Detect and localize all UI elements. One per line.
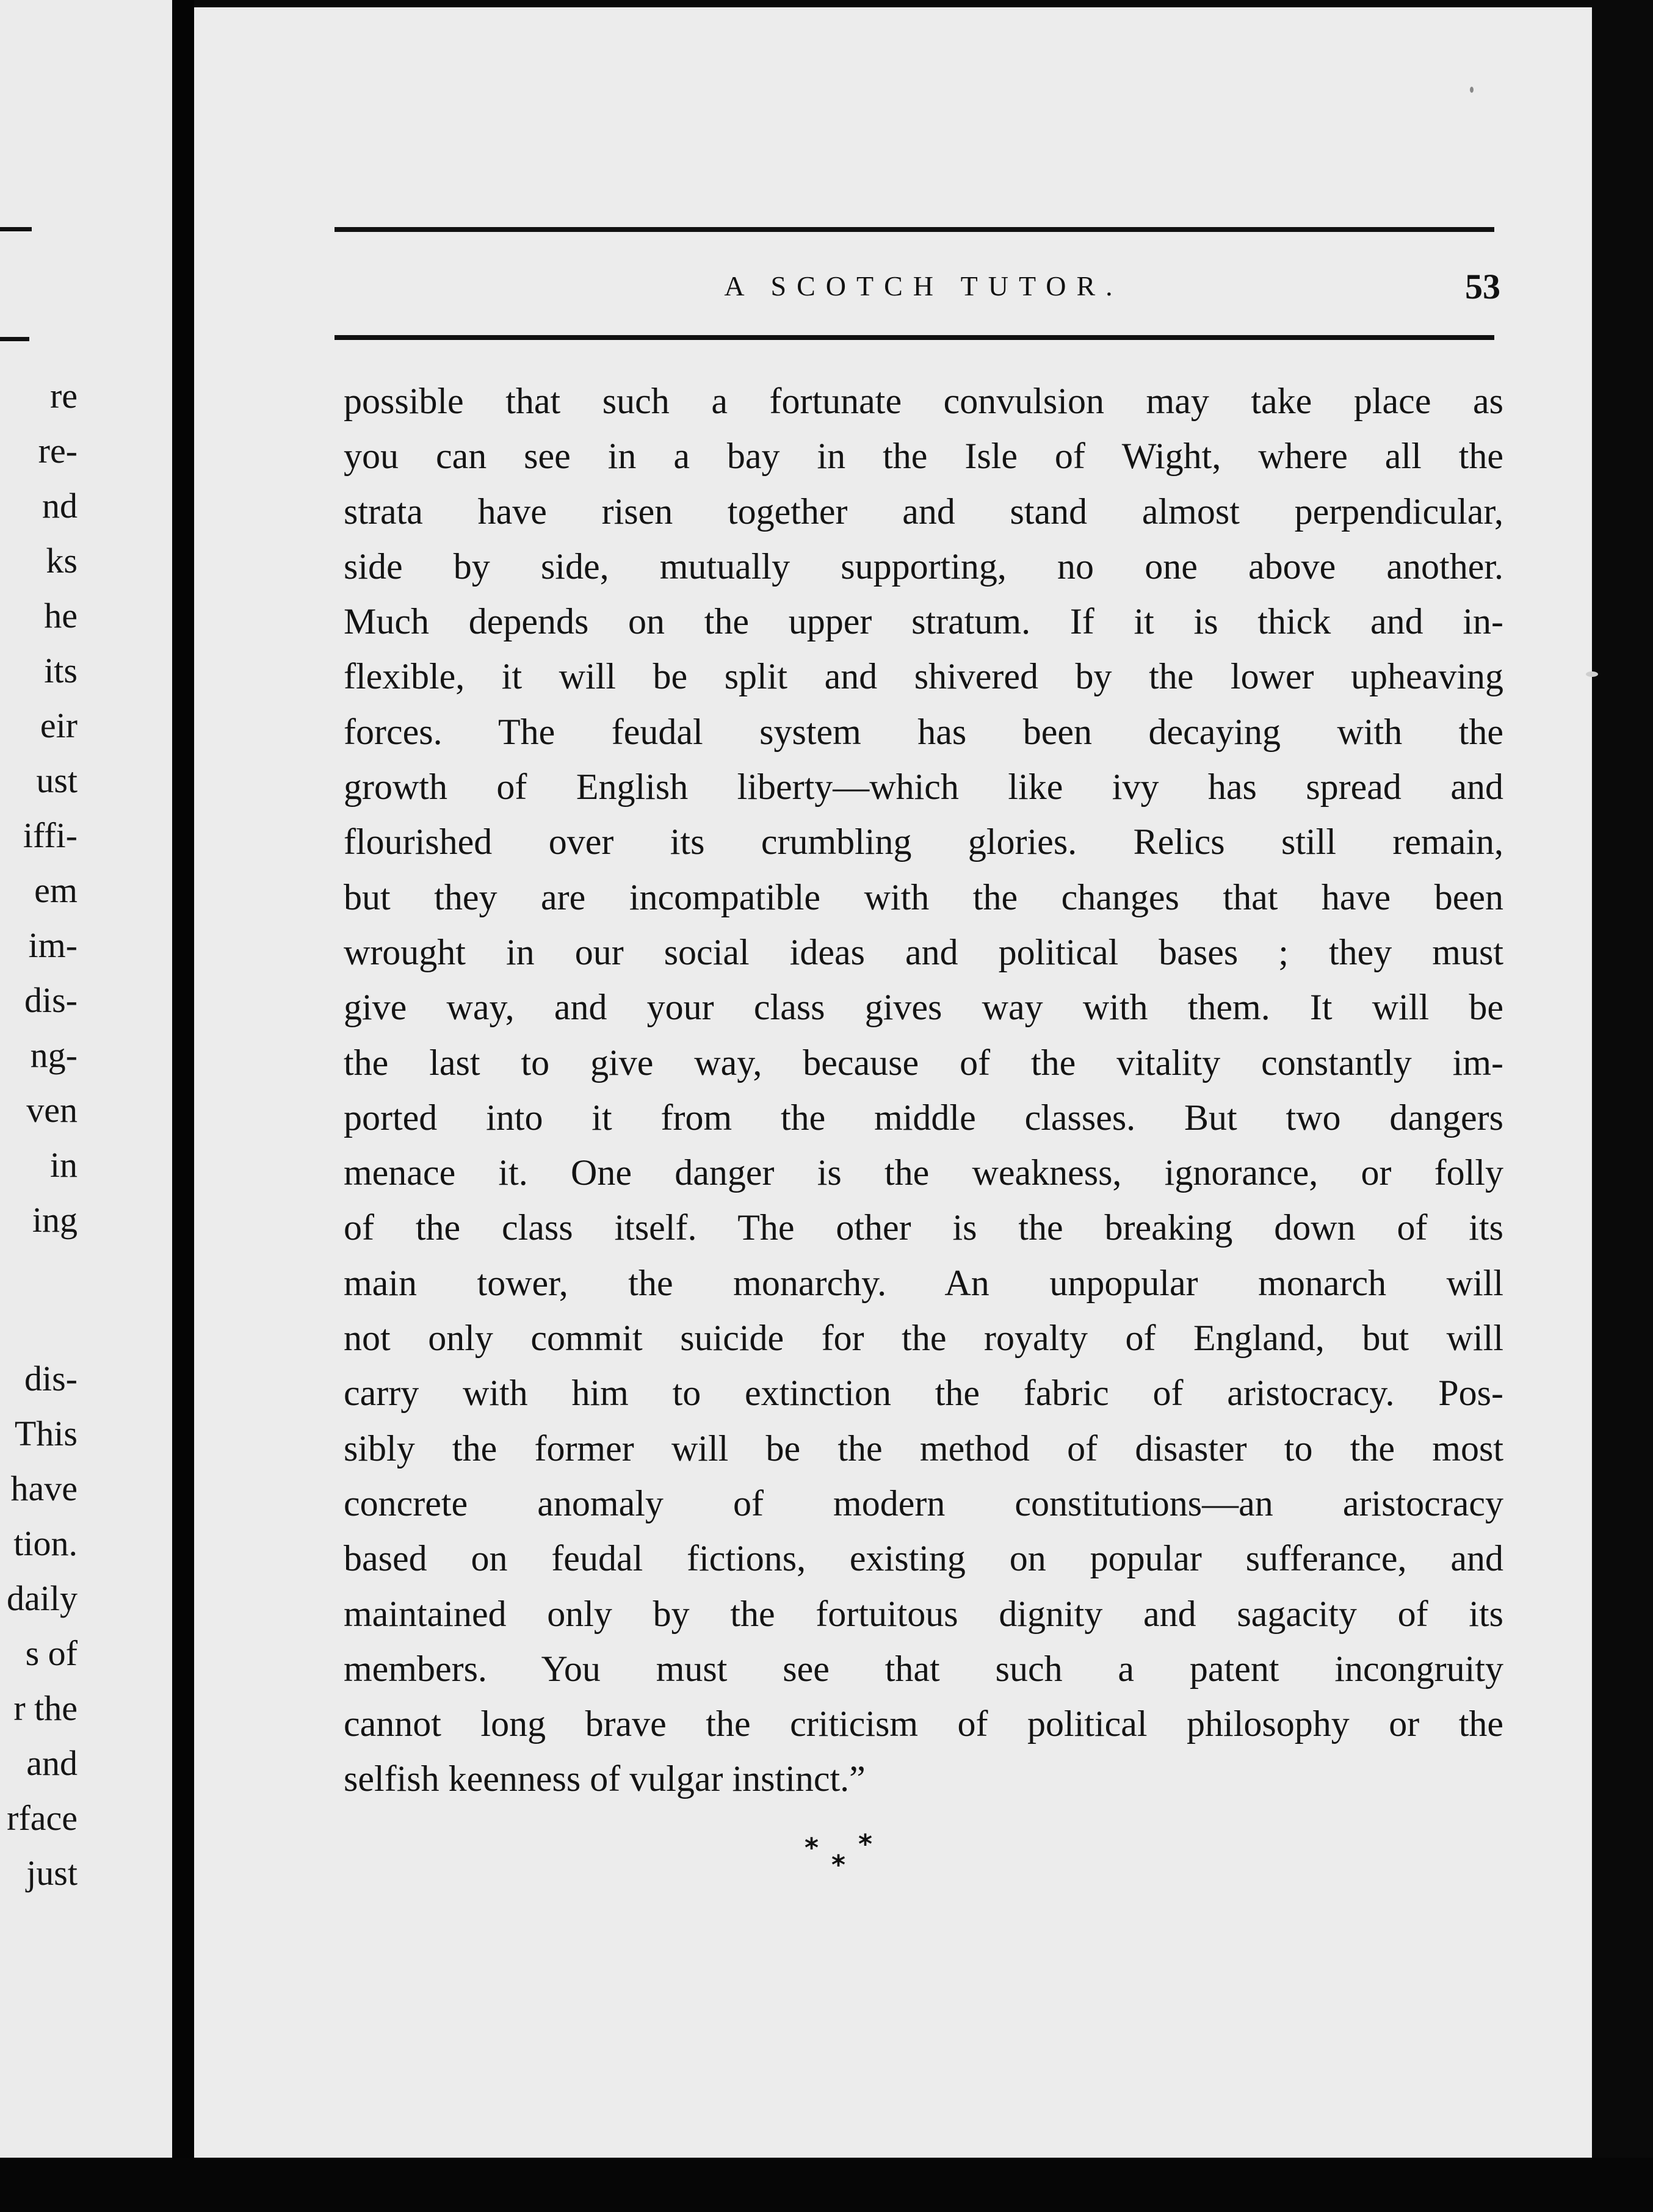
text-line: you can see in a bay in the Isle of Wight, where all the (344, 436, 1503, 477)
text-line: of the class itself. The other is the breaking down of its (344, 1207, 1503, 1248)
text-line: growth of English liberty—which like ivy has spread and (344, 767, 1503, 808)
page-number: 53 (1465, 267, 1500, 306)
left-page-fragment: have (10, 1469, 78, 1508)
text-line: selfish keenness of vulgar instinct.” (344, 1758, 866, 1799)
left-page-fragment: dis- (24, 980, 78, 1020)
left-page-fragment: r the (13, 1688, 78, 1728)
left-page-fragment: em (34, 870, 78, 910)
left-page-fragment: eir (40, 706, 78, 745)
running-head: A SCOTCH TUTOR. (724, 270, 1123, 302)
left-page-fragment: s of (25, 1633, 78, 1673)
text-line: menace it. One danger is the weakness, ignorance, or folly (344, 1152, 1503, 1193)
left-facing-page (0, 0, 172, 2158)
text-line: carry with him to extinction the fabric of aristocracy. Pos- (344, 1373, 1503, 1414)
text-line: but they are incompatible with the changes that have been (344, 876, 1503, 917)
asterism-star-right: * (858, 1829, 873, 1860)
text-line: concrete anomaly of modern constitutions—an aristocracy (344, 1483, 1503, 1523)
text-line: side by side, mutually supporting, no one above another. (344, 546, 1503, 587)
left-page-fragment: rface (7, 1798, 78, 1838)
left-page-fragment: dis- (24, 1359, 78, 1398)
asterism-star-left: * (805, 1832, 819, 1863)
text-line: based on feudal fictions, existing on popular sufferance, and (344, 1538, 1503, 1579)
header-rule-top (335, 227, 1494, 232)
left-page-fragment: ust (36, 761, 78, 800)
left-page-rule-top (0, 227, 32, 231)
text-line: flourished over its crumbling glories. Relics still remain, (344, 822, 1503, 862)
left-page-fragment: iffi- (23, 815, 78, 855)
text-line: sibly the former will be the method of disaster to the most (344, 1428, 1503, 1469)
left-page-fragment: re- (38, 431, 78, 471)
text-line: cannot long brave the criticism of political philosophy or the (344, 1704, 1503, 1744)
text-line: strata have risen together and stand almost perpendicular, (344, 491, 1503, 532)
left-page-fragment: nd (42, 486, 78, 526)
body-text (344, 374, 1503, 1807)
text-line: the last to give way, because of the vitality constantly im- (344, 1042, 1503, 1083)
left-page-fragment: ng- (30, 1035, 78, 1075)
left-page-fragment: tion. (13, 1523, 78, 1563)
left-page-fragment: he (44, 596, 78, 635)
left-page-fragment: in (49, 1145, 78, 1185)
left-page-fragment: re (49, 376, 78, 416)
left-page-fragment: im- (28, 925, 78, 965)
text-line: flexible, it will be split and shivered by the lower upheaving (344, 656, 1503, 697)
text-line: forces. The feudal system has been decaying with the (344, 711, 1503, 752)
left-page-fragment: ing (32, 1200, 78, 1240)
text-line: members. You must see that such a patent incongruity (344, 1648, 1503, 1689)
left-page-fragment: and (26, 1743, 78, 1783)
left-page-fragment: its (44, 651, 78, 690)
text-line: Much depends on the upper stratum. If it is thick and in- (344, 601, 1503, 642)
paper-speck (1470, 87, 1474, 93)
text-line: wrought in our social ideas and political bases ; they must (344, 931, 1503, 972)
text-line: maintained only by the fortuitous dignity and sagacity of its (344, 1593, 1503, 1634)
asterism-star-bottom: * (831, 1849, 846, 1881)
text-line: give way, and your class gives way with them. It will be (344, 987, 1503, 1028)
text-line: ported into it from the middle classes. But two dangers (344, 1097, 1503, 1138)
text-line: possible that such a fortunate convulsion may take place as (344, 381, 1503, 421)
left-page-rule-bottom (0, 337, 29, 341)
left-page-fragment: ven (26, 1090, 78, 1130)
left-page-fragment: ks (46, 541, 78, 580)
text-line: not only commit suicide for the royalty of England, but will (344, 1318, 1503, 1359)
left-page-fragment: daily (7, 1578, 78, 1618)
text-line: main tower, the monarchy. An unpopular monarch will (344, 1262, 1503, 1303)
book-page (194, 7, 1592, 2158)
left-page-fragment: This (14, 1414, 78, 1453)
header-rule-bottom (335, 335, 1494, 340)
book-gutter (172, 0, 194, 2158)
section-break-asterism (805, 1829, 884, 1887)
left-page-fragment: just (26, 1853, 78, 1893)
scan-edge-mark (1586, 671, 1598, 677)
scan-bottom-border (0, 2158, 1653, 2212)
